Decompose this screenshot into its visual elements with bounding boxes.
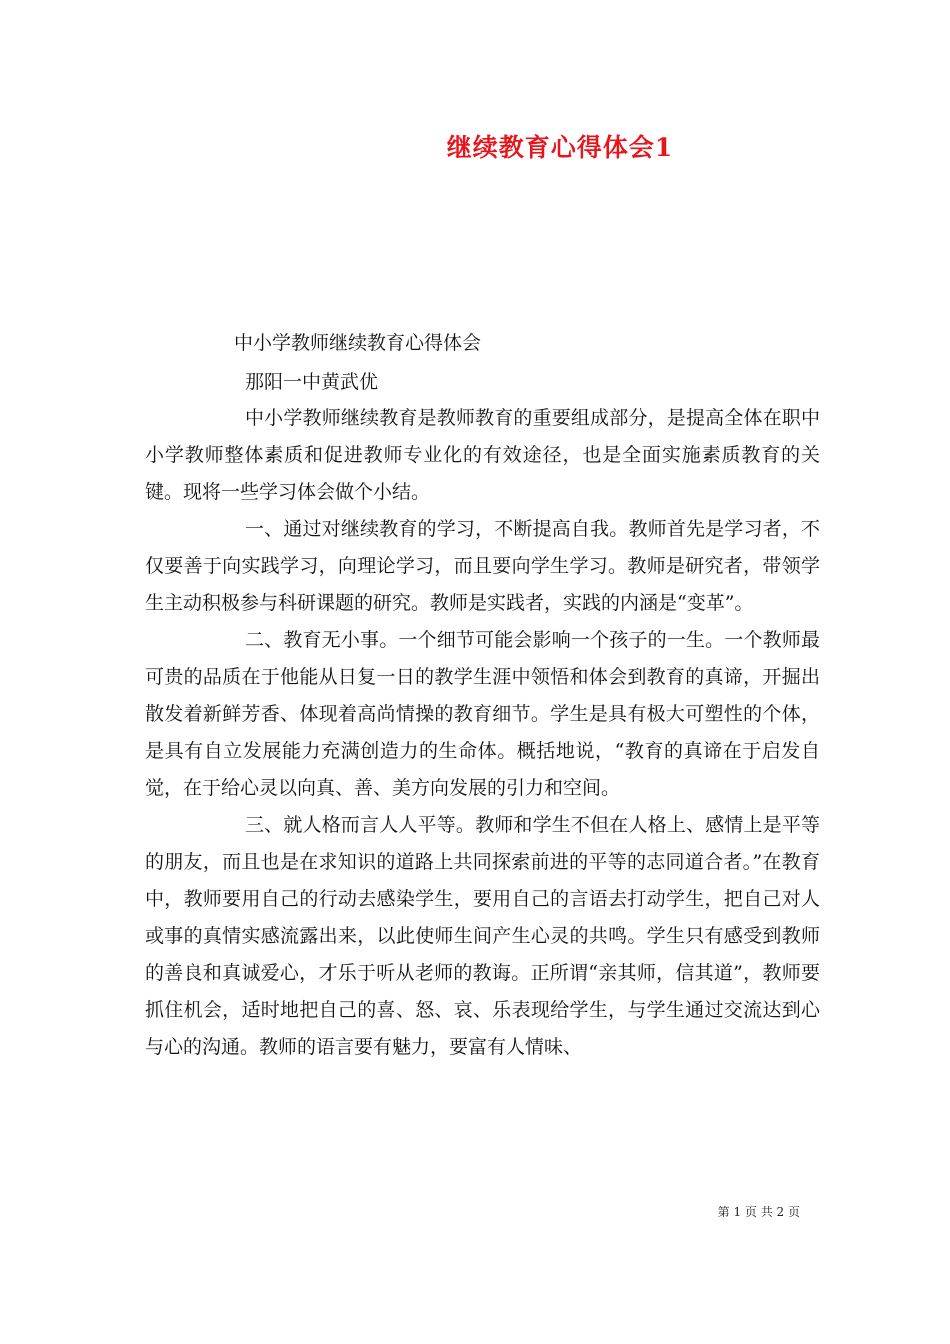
paragraph-section-3: 三、就人格而言人人平等。教师和学生不但在人格上、感情上是平等的朋友，而且也是在求知识的道路上共同探索前进的平等的志同道合者。”在教育中，教师要用自己的行动去感染学生，要用自己的言语去打动学生，把自己对人或事的真情实感流露出来，以此使师生间产生心灵的共鸣。学生只有感受到教师的善良和真诚爱心，才乐于听从老师的教诲。正所谓“亲其师，信其道”，教师要抓住机会，适时地把自己的喜、怒、哀、乐表现给学生，与学生通过交流达到心与心的沟通。教师的语言要有魅力，要富有人情味、: [145, 814, 820, 1058]
document-body: [145, 400, 820, 1066]
paragraph-section-2: 二、教育无小事。一个细节可能会影响一个孩子的一生。一个教师最可贵的品质在于他能从日复一日的教学生涯中领悟和体会到教育的真谛，开掘出散发着新鲜芳香、体现着高尚情操的教育细节。学生是具有极大可塑性的个体，是具有自立发展能力充满创造力的生命体。概括地说，“教育的真谛在于启发自觉，在于给心灵以向真、善、美方向发展的引力和空间。: [145, 629, 820, 799]
page-footer: 第 1 页 共 2 页: [717, 1205, 800, 1219]
paragraph-intro: 中小学教师继续教育是教师教育的重要组成部分，是提高全体在职中小学教师整体素质和促进教师专业化的有效途径，也是全面实施素质教育的关键。现将一些学习体会做个小结。: [145, 407, 820, 503]
document-title: 继续教育心得体会1: [446, 133, 674, 162]
paragraph-section-1: 一、通过对继续教育的学习，不断提高自我。教师首先是学习者，不仅要善于向实践学习，向理论学习，而且要向学生学习。教师是研究者，带领学生主动积极参与科研课题的研究。教师是实践者，实践的内涵是“变革”。: [145, 518, 820, 614]
author-line: 那阳一中黄武优: [245, 371, 379, 393]
document-subtitle: 中小学教师继续教育心得体会: [234, 332, 482, 354]
